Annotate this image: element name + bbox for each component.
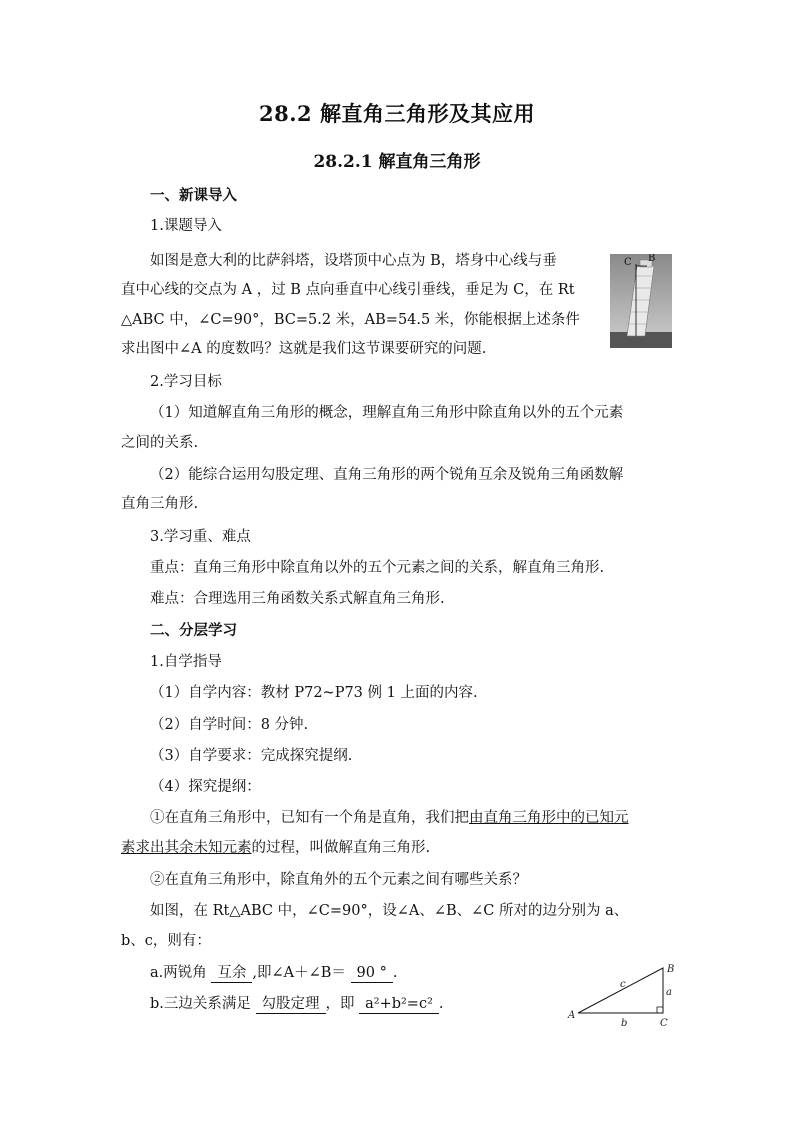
key-heading: 3.学习重、难点 — [150, 529, 251, 545]
relation-a-middle: ,即∠A＋∠B＝ — [252, 965, 346, 981]
intro-line-3: △ABC 中，∠C=90°，BC=5.2 米，AB=54.5 米，你能根据上述条件 — [121, 312, 580, 328]
question-1-line-2 — [121, 838, 430, 858]
relation-b-answer-1: 勾股定理 — [256, 996, 326, 1014]
guide-item-requirement: （3）自学要求：完成探究提纲. — [150, 748, 353, 764]
question-2: ②在直角三角形中，除直角外的五个元素之间有哪些关系？ — [150, 872, 527, 888]
goal-2-line-2: 直角三角形. — [121, 496, 199, 512]
side-a-label: a — [666, 987, 672, 998]
goal-1-line-1: （1）知道解直角三角形的概念，理解直角三角形中除直角以外的五个元素 — [150, 405, 624, 421]
goal-2-line-1: （2）能综合运用勾股定理、直角三角形的两个锐角互余及锐角三角函数解 — [150, 467, 624, 483]
guide-item-time: （2）自学时间：8 分钟. — [150, 717, 309, 733]
vertex-b-label: B — [667, 964, 675, 975]
question-3-line-2: b、c，则有： — [121, 933, 211, 949]
goal-heading: 2.学习目标 — [150, 374, 222, 390]
vertex-c-label: C — [660, 1018, 668, 1029]
triangle-outline — [578, 968, 663, 1013]
intro-line-4: 求出图中∠A 的度数吗？这就是我们这节课要研究的问题. — [121, 341, 487, 357]
side-b-label: b — [621, 1018, 628, 1029]
q1-answer-part-1: 由直角三角形中的已知元 — [469, 810, 629, 826]
question-1-line-1 — [150, 808, 629, 828]
relation-b-end: . — [438, 996, 444, 1012]
guide-item-outline: （4）探究提纲： — [150, 779, 261, 795]
q1-text: ①在直角三角形中，已知有一个角是直角，我们把 — [150, 810, 469, 826]
page-title: 28.2 解直角三角形及其应用 — [259, 101, 535, 126]
key-point: 重点：直角三角形中除直角以外的五个元素之间的关系，解直角三角形. — [150, 560, 605, 576]
relation-a-label: a.两锐角 — [150, 965, 207, 981]
tower-label-c: C — [624, 257, 632, 268]
intro-heading: 1.课题导入 — [150, 218, 222, 234]
relation-a-answer-2: 90 ° — [351, 965, 393, 983]
section-heading-intro: 一、新课导入 — [150, 187, 237, 204]
relation-b-label: b.三边关系满足 — [150, 996, 251, 1012]
right-angle-mark — [657, 1007, 663, 1013]
relation-a-answer-1: 互余 — [211, 965, 252, 983]
leaning-tower-photo — [610, 254, 672, 348]
guide-item-content: （1）自学内容：教材 P72~P73 例 1 上面的内容. — [150, 685, 478, 701]
intro-line-1: 如图是意大利的比萨斜塔，设塔顶中心点为 B，塔身中心线与垂 — [150, 253, 557, 269]
q1-answer-part-2: 素求出其余未知元素 — [121, 840, 252, 856]
section-heading-layered: 二、分层学习 — [150, 622, 237, 639]
relation-b-middle: ，即 — [325, 996, 355, 1012]
side-c-label: c — [620, 979, 626, 990]
goal-1-line-2: 之间的关系. — [121, 435, 199, 451]
right-triangle-diagram — [566, 962, 682, 1034]
difficult-point: 难点：合理选用三角函数关系式解直角三角形. — [150, 591, 445, 607]
question-3-line-1: 如图，在 Rt△ABC 中，∠C=90°，设∠A、∠B、∠C 所对的边分别为 a、 — [150, 903, 629, 919]
page-subtitle: 28.2.1 解直角三角形 — [313, 152, 481, 172]
guide-heading: 1.自学指导 — [150, 654, 222, 670]
relation-b-answer-2: a²+b²=c² — [359, 996, 439, 1014]
tower-label-b: B — [648, 254, 656, 264]
relation-b — [150, 994, 444, 1014]
vertex-a-label: A — [568, 1010, 576, 1021]
relation-a-end: . — [392, 965, 398, 981]
intro-line-2: 直中心线的交点为 A ，过 B 点向垂直中心线引垂线，垂足为 C，在 Rt — [121, 282, 575, 298]
q1-text-end: 的过程，叫做解直角三角形. — [251, 840, 431, 856]
relation-a — [150, 963, 397, 983]
